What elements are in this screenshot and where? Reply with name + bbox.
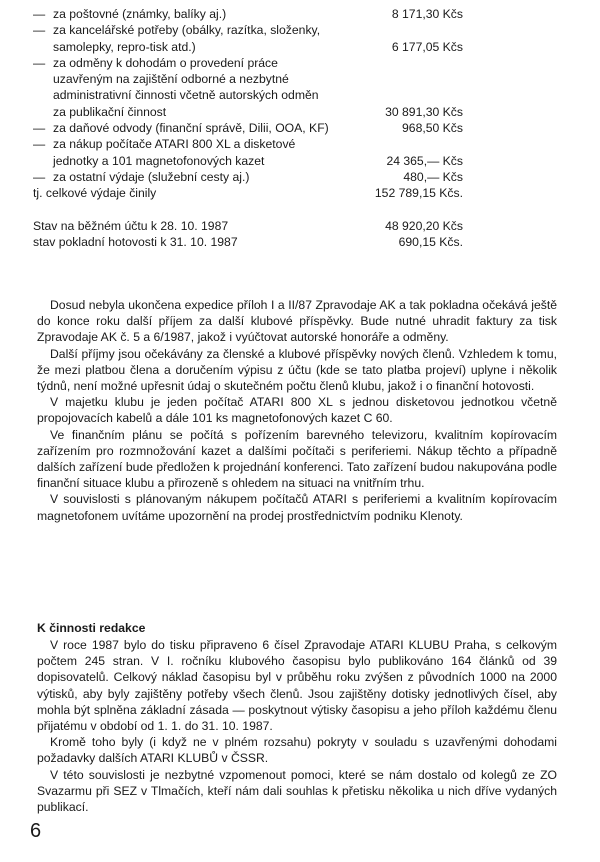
balance-text: stav pokladní hotovosti k 31. 10. 1987 [33, 234, 238, 249]
expense-amount: 8 171,30 Kčs [391, 7, 463, 21]
section-heading: K činnosti redakce [37, 621, 146, 635]
expense-amount: 24 365,— Kčs [386, 153, 463, 168]
expense-row [33, 6, 463, 22]
expense-text: za poštovné (známky, balíky aj.) [53, 7, 227, 21]
expense-text: za daňové odvody (finanční správě, Dilii, OOA, KF) [53, 121, 329, 136]
expense-row [33, 120, 463, 136]
expense-text: za nákup počítače ATARI 800 XL a disketové jednotky a 101 magnetofonových kazet [53, 137, 296, 168]
dash-marker: — [33, 169, 46, 184]
paragraph: V roce 1987 bylo do tisku připraveno 6 čísel Zpravodaje ATARI KLUBU Praha, s celkovým počtem 245 stran. V I. ročníku klubového časopisu bylo publikováno 164 článků od 39 dopisovatelů. Celkový náklad časopisu byl v průběhu roku zvýšen z původních 1000 na 2000 výtisků, aby byly zajištěny potřeby všech členů. Jsou zajištěny dotisky jednotlivých čísel, aby mohla být splněna základní zásada — poskytnout výtisky časopisu a jeho příloh každému členu přijatému v období od 1. 1. do 31. 10. 1987. [37, 638, 557, 734]
dash-marker: — [33, 7, 46, 21]
dash-marker: — [33, 55, 46, 70]
balance-row [33, 234, 463, 250]
expense-row [33, 22, 463, 55]
expense-row [33, 136, 463, 169]
balance-row [33, 218, 463, 234]
balance-text: Stav na běžném účtu k 28. 10. 1987 [33, 218, 229, 233]
expense-text: za odměny k dohodám o provedení práce uzavřeným na zajištění odborné a nezbytné administrativní činnosti včetně autorských odměn za publikační činnost [53, 55, 319, 119]
expense-total-text: tj. celkové výdaje činily [33, 186, 157, 201]
paragraph: V majetku klubu je jeden počítač ATARI 800 XL s jednou disketovou jednotkou včetně propojovacích kabelů a dále 101 ks magnetofonových kazet C 60. [37, 395, 557, 426]
paragraph: Další příjmy jsou očekávány za členské a klubové příspěvky nových členů. Vzhledem k tomu, že mezi platbou člena a doručením výpisu z účtu (kde se tato platba projeví) uplyne i několik týdnů, není možné upřesnit údaj o skutečném počtu členů klubu, jakož i o finanční hotovosti. [37, 346, 557, 394]
balance-amount: 48 920,20 Kčs [385, 218, 463, 233]
expense-row [33, 55, 463, 120]
paragraph: Ve finančním plánu se počítá s pořízením barevného televizoru, kvalitním kopírovacím zařízením pro rozmnožování kazet a dalšími počítači s periferiemi. Nákup těchto a případně dalších zařízení bude předložen k projednání konferenci. Tato zařízení budou nakupována podle finanční situace klubu a přirozeně s ohledem na situaci na vnitřním trhu. [37, 427, 557, 491]
dash-marker: — [33, 23, 46, 38]
expense-amount: 30 891,30 Kčs [385, 104, 463, 119]
dash-marker: — [33, 137, 46, 152]
paragraph: V této souvislosti je nezbytné vzpomenout pomoci, které se nám dostalo od kolegů ze ZO Svazarmu při SEZ v Tlmačích, kteří nám dali souhlas k přetisku několika u nich dříve vydaných publikací. [37, 767, 557, 815]
expense-list [33, 6, 463, 250]
balance-amount: 690,15 Kčs. [398, 234, 463, 249]
paragraph: Dosud nebyla ukončena expedice příloh I a II/87 Zpravodaje AK a tak pokladna očekává ještě do konce roku další příjem za další klubové příspěvky. Bude nutné uhradit faktury za tisk Zpravodaje AK č. 5 a 6/1987, jakož i vyúčtovat autorské honoráře a odměny. [37, 298, 557, 345]
expense-amount: 968,50 Kčs [402, 121, 463, 136]
expense-text: za kancelářské potřeby (obálky, razítka, složenky, samolepky, repro-tisk atd.) [53, 23, 321, 54]
paragraph: Kromě toho byly (i když ne v plném rozsahu) pokryty v souladu s uzavřenými dohodami požadavky dalších ATARI KLUBŮ v ČSSR. [37, 735, 557, 766]
body-text-section [37, 297, 557, 524]
expense-total-amount: 152 789,15 Kčs. [374, 186, 463, 201]
expense-row [33, 169, 463, 185]
editorial-section [37, 637, 557, 815]
expense-amount: 6 177,05 Kčs [391, 39, 463, 54]
expense-total-row [33, 185, 463, 201]
expense-amount: 480,— Kčs [403, 169, 463, 184]
paragraph: V souvislosti s plánovaným nákupem počítačů ATARI s periferiemi a kvalitním kopírovacím magnetofonem uvítáme upozornění na prodej prostřednictvím podniku Klenoty. [37, 492, 557, 523]
dash-marker: — [33, 121, 46, 136]
page-number: 6 [30, 820, 42, 842]
expense-text: za ostatní výdaje (služební cesty aj.) [53, 169, 250, 184]
